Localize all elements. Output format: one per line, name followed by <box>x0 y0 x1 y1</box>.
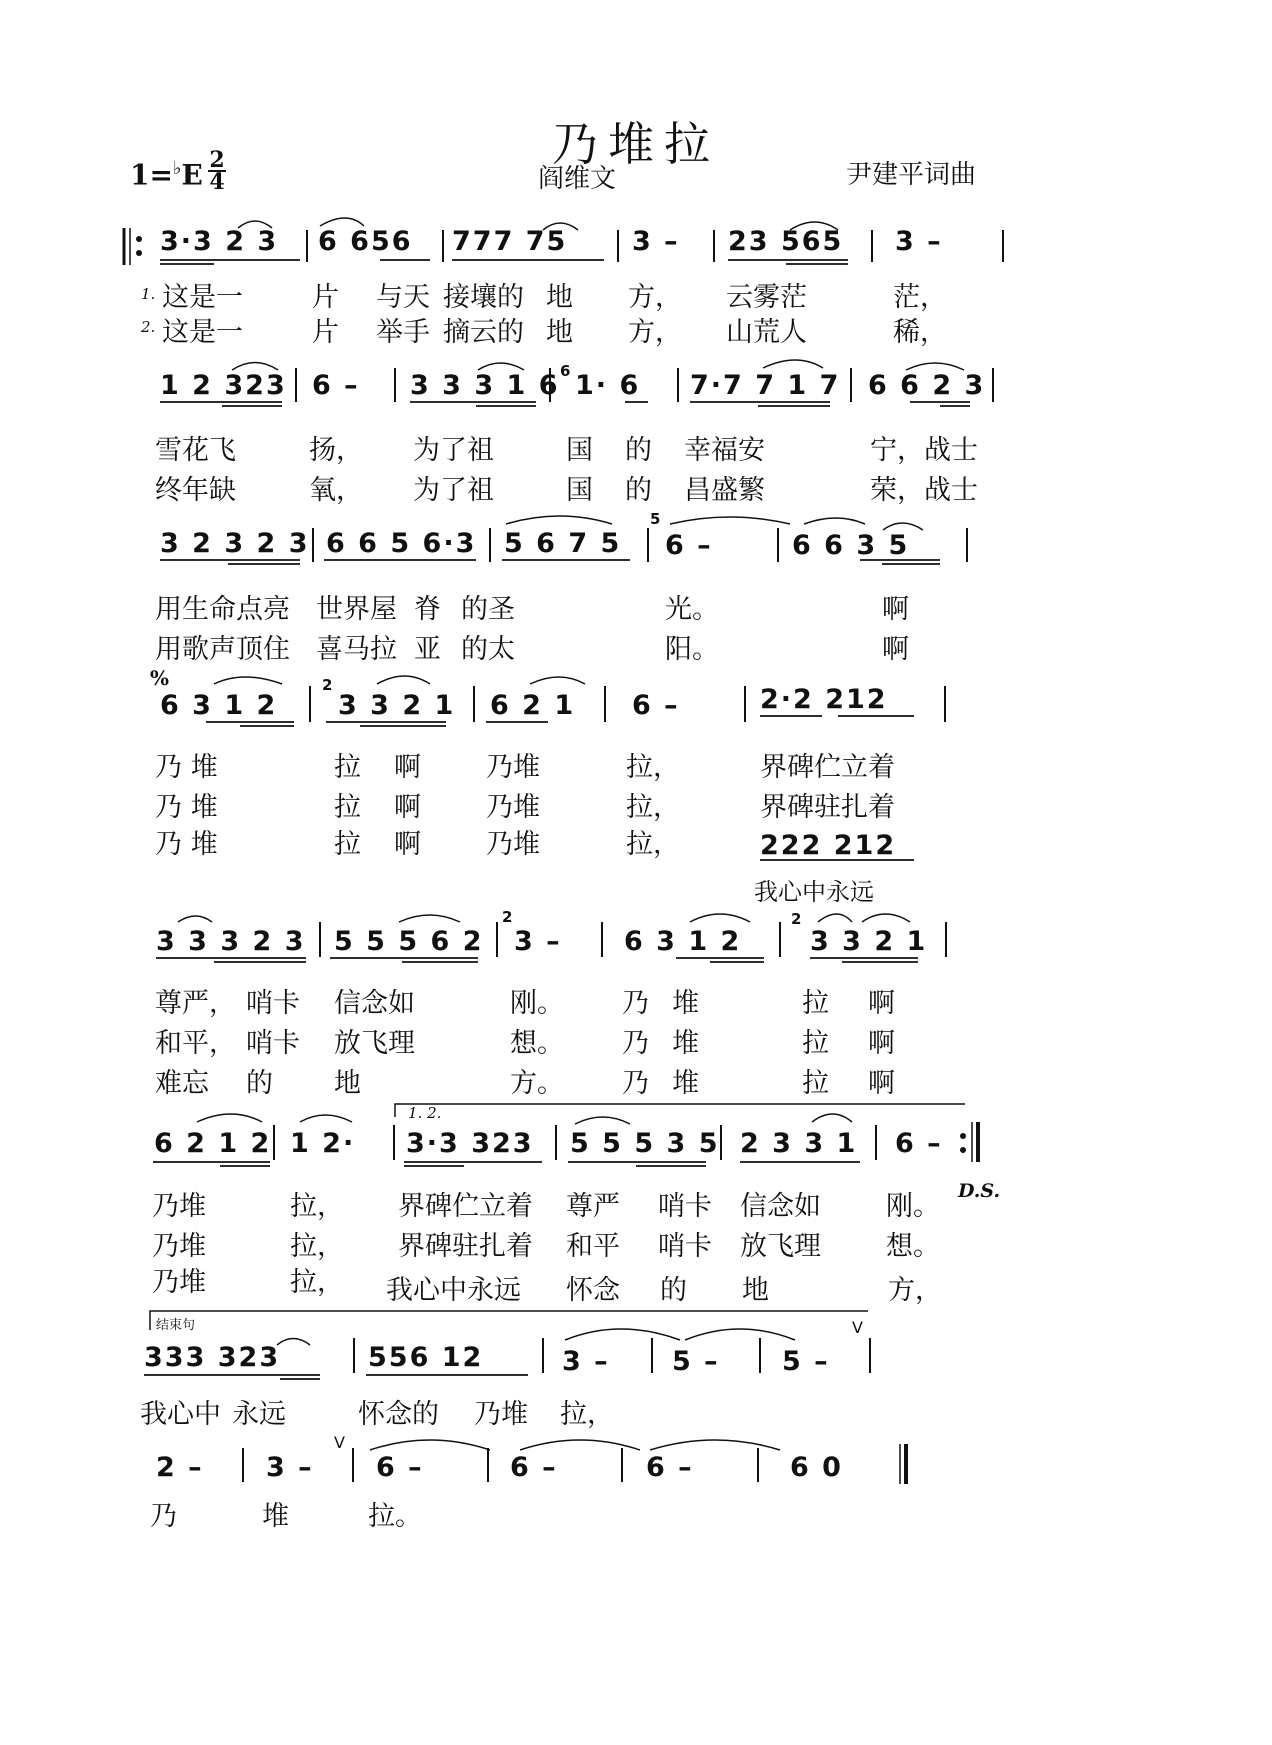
lyric: 拉。 <box>368 1501 422 1532</box>
measure: 6 3 1 2 <box>160 690 278 721</box>
measure: 3 – <box>562 1346 610 1377</box>
grace-note: 2 <box>791 910 802 928</box>
lyric: 啊 <box>394 829 421 860</box>
lyric: 云雾茫 <box>726 282 807 313</box>
lyric: 乃 <box>622 988 649 1019</box>
lyric: 和平， <box>155 1028 236 1059</box>
measure: 3 – <box>895 226 943 257</box>
lyric: 拉， <box>626 792 680 823</box>
lyric: 拉 <box>334 752 361 783</box>
lyric: 啊 <box>868 1028 895 1059</box>
lyric: 方， <box>888 1275 942 1306</box>
lyric: 堆 <box>262 1501 289 1532</box>
lyric: 拉， <box>626 829 680 860</box>
lyric: 我心中永远 <box>386 1275 521 1306</box>
lyric: 这是一 <box>162 282 243 313</box>
lyric: 永远 <box>232 1399 286 1430</box>
measure: 6 – <box>895 1128 943 1159</box>
lyric: 举手 <box>376 317 430 348</box>
lyric: 荣，战士 <box>870 475 978 506</box>
lyric: 堆 <box>672 1068 699 1099</box>
measure: 6 3 1 2 <box>624 926 742 957</box>
measure: 6 6 3 5 <box>792 530 910 561</box>
lyric: 界碑伫立着 <box>398 1191 533 1222</box>
lyric: 尊严 <box>566 1191 620 1222</box>
lyric: 的 <box>660 1275 687 1306</box>
lyric: 片 <box>312 282 339 313</box>
lyric: 乃堆 <box>152 1231 206 1262</box>
lyric: 光。 <box>665 594 719 625</box>
lyric: 用歌声顶住 <box>155 634 290 665</box>
lyric: 拉， <box>290 1267 344 1298</box>
measure: 333 323 <box>144 1342 281 1373</box>
lyric: 想。 <box>510 1028 564 1059</box>
measure: 3·3 2 3 <box>160 226 279 257</box>
lyric: 乃 <box>622 1068 649 1099</box>
measure: 6 6 2 3 <box>868 370 986 401</box>
lyric: 信念如 <box>334 988 415 1019</box>
lyric: 的 <box>625 435 652 466</box>
lyric: 昌盛繁 <box>684 475 765 506</box>
alt-measure: 222 212 <box>760 830 897 861</box>
lyric: 刚。 <box>886 1191 940 1222</box>
lyric: 地 <box>334 1068 361 1099</box>
lyric: 啊 <box>394 792 421 823</box>
measure: 777 75 <box>452 226 568 257</box>
lyric: 拉， <box>560 1399 614 1430</box>
measure: 6 – <box>510 1452 558 1483</box>
measure: 6 – <box>376 1452 424 1483</box>
lyric: 乃堆 <box>486 792 540 823</box>
measure: 5 – <box>672 1346 720 1377</box>
lyric: 这是一 <box>162 317 243 348</box>
lyric: 稀， <box>893 317 947 348</box>
lyric: 信念如 <box>740 1191 821 1222</box>
lyric: 的 <box>246 1068 273 1099</box>
measure: 3 3 3 1 6 <box>410 370 560 401</box>
singer-credit: 阎维文 <box>538 164 617 194</box>
lyric: 国 <box>566 475 593 506</box>
lyric: 氧， <box>309 475 363 506</box>
lyric: 的 <box>625 475 652 506</box>
lyric: 与天 <box>376 282 430 313</box>
measure: 23 565 <box>728 226 844 257</box>
lyric: 堆 <box>672 1028 699 1059</box>
lyric: 拉 <box>802 1068 829 1099</box>
measure: 5 6 7 5 <box>504 528 622 559</box>
lyric: 方， <box>628 282 682 313</box>
lyric: 地 <box>742 1275 769 1306</box>
lyric: 乃 堆 <box>155 752 218 783</box>
lyric: 地 <box>546 282 573 313</box>
lyric: 我心中 <box>140 1399 221 1430</box>
segno-sign: % <box>150 666 170 690</box>
lyric: 的圣 <box>461 594 515 625</box>
lyric: 方。 <box>510 1068 564 1099</box>
measure: 6 – <box>665 530 713 561</box>
measure: 556 12 <box>368 1342 484 1373</box>
lyric: 放飞理 <box>334 1028 415 1059</box>
measure: 3 – <box>632 226 680 257</box>
lyric: 脊 <box>414 594 441 625</box>
lyric: 怀念 <box>566 1275 620 1306</box>
lyric: 乃堆 <box>474 1399 528 1430</box>
lyric: 界碑伫立着 <box>760 752 895 783</box>
grace-note: 2 <box>322 676 333 694</box>
measure: 3 3 2 1 <box>338 690 456 721</box>
lyric: 接壤的 <box>443 282 524 313</box>
grace-note: 6 <box>560 362 571 380</box>
lyric: 扬， <box>309 435 363 466</box>
measure: 6 – <box>312 370 360 401</box>
lyric: 为了祖 <box>413 435 494 466</box>
ending-label: 结束句 <box>156 1318 196 1333</box>
lyric: 雪花飞 <box>155 435 236 466</box>
lyric: 拉， <box>290 1231 344 1262</box>
measure: 7·7 7 1 7 <box>690 370 841 401</box>
page-title: 乃堆拉 <box>552 117 720 171</box>
measure: 3 3 3 2 3 <box>156 926 306 957</box>
measure: 6 0 <box>790 1452 843 1483</box>
lyric: 拉， <box>626 752 680 783</box>
lyric: 拉 <box>802 988 829 1019</box>
lyric: 尊严， <box>155 988 236 1019</box>
lyric: 乃堆 <box>152 1267 206 1298</box>
measure: 6 – <box>646 1452 694 1483</box>
breath-mark: V <box>852 1318 863 1337</box>
lyric: 拉， <box>290 1191 344 1222</box>
grace-note: 2 <box>502 908 513 926</box>
measure: 3·3 323 <box>406 1128 534 1159</box>
measure: 6 2 1 2 <box>154 1128 272 1159</box>
lyric: 我心中永远 <box>754 878 874 906</box>
measure: 5 – <box>782 1346 830 1377</box>
lyric: 方， <box>628 317 682 348</box>
lyric: 界碑驻扎着 <box>398 1231 533 1262</box>
lyric: 啊 <box>394 752 421 783</box>
lyric: 刚。 <box>510 988 564 1019</box>
lyric: 乃 堆 <box>155 792 218 823</box>
lyric: 世界屋 <box>316 594 397 625</box>
lyric: 怀念的 <box>358 1399 439 1430</box>
lyric: 啊 <box>868 1068 895 1099</box>
lyric: 摘云的 <box>443 317 524 348</box>
key-note: E <box>181 158 203 192</box>
flat-sign: ♭ <box>172 158 182 179</box>
lyric: 放飞理 <box>740 1231 821 1262</box>
time-top: 2 <box>209 147 225 173</box>
lyric: 用生命点亮 <box>155 594 290 625</box>
lyric: 堆 <box>672 988 699 1019</box>
lyric: 乃堆 <box>486 829 540 860</box>
verse-number: 2. <box>141 318 156 336</box>
lyric: 茫， <box>893 282 947 313</box>
measure: 3 – <box>266 1452 314 1483</box>
lyric: 终年缺 <box>155 475 236 506</box>
measure: 1· 6 <box>575 370 641 401</box>
measure: 5 5 5 3 5 <box>570 1128 720 1159</box>
measure: 2 – <box>156 1452 204 1483</box>
lyric: 阳。 <box>665 634 719 665</box>
grace-note: 5 <box>650 510 661 528</box>
lyric: 宁，战士 <box>870 435 978 466</box>
lyric: 拉 <box>334 829 361 860</box>
measure: 6 – <box>632 690 680 721</box>
lyric: 哨卡 <box>246 1028 300 1059</box>
lyric: 哨卡 <box>658 1231 712 1262</box>
lyric: 为了祖 <box>413 475 494 506</box>
lyric: 片 <box>312 317 339 348</box>
lyric: 哨卡 <box>658 1191 712 1222</box>
lyric: 想。 <box>886 1231 940 1262</box>
measure: 6 656 <box>318 226 413 257</box>
lyric: 啊 <box>882 594 909 625</box>
lyric: 界碑驻扎着 <box>760 792 895 823</box>
verse-number: 1. <box>141 285 156 303</box>
lyric: 亚 <box>414 634 441 665</box>
lyric: 乃堆 <box>486 752 540 783</box>
measure: 1 2· <box>290 1128 356 1159</box>
measure: 1 2 323 <box>160 370 287 401</box>
lyric: 国 <box>566 435 593 466</box>
measure: 3 – <box>514 926 562 957</box>
lyric: 喜马拉 <box>316 634 397 665</box>
lyric: 拉 <box>334 792 361 823</box>
measure: 2 3 3 1 <box>740 1128 858 1159</box>
volta-label: 1. 2. <box>408 1104 442 1122</box>
measure: 5 5 5 6 2 <box>334 926 484 957</box>
lyric: 的太 <box>461 634 515 665</box>
key-tonic: 1= <box>130 158 173 192</box>
lyric: 乃 堆 <box>155 829 218 860</box>
lyric: 啊 <box>868 988 895 1019</box>
measure: 6 2 1 <box>490 690 576 721</box>
ds-mark: D.S. <box>958 1180 1001 1202</box>
lyric: 和平 <box>566 1231 620 1262</box>
breath-mark: V <box>334 1433 345 1452</box>
lyric: 哨卡 <box>246 988 300 1019</box>
lyric: 乃堆 <box>152 1191 206 1222</box>
lyric: 幸福安 <box>684 435 765 466</box>
lyric: 难忘 <box>155 1068 209 1099</box>
lyric: 山荒人 <box>726 317 807 348</box>
time-bottom: 4 <box>209 169 225 195</box>
lyric: 地 <box>546 317 573 348</box>
lyric: 啊 <box>882 634 909 665</box>
author-credit: 尹建平词曲 <box>846 160 977 190</box>
measure: 6 6 5 6·3 <box>326 528 477 559</box>
measure: 2·2 212 <box>760 684 888 715</box>
lyric: 拉 <box>802 1028 829 1059</box>
lyric: 乃 <box>622 1028 649 1059</box>
measure: 3 3 2 1 <box>810 926 928 957</box>
lyric: 乃 <box>150 1501 177 1532</box>
measure: 3 2 3 2 3 <box>160 528 310 559</box>
